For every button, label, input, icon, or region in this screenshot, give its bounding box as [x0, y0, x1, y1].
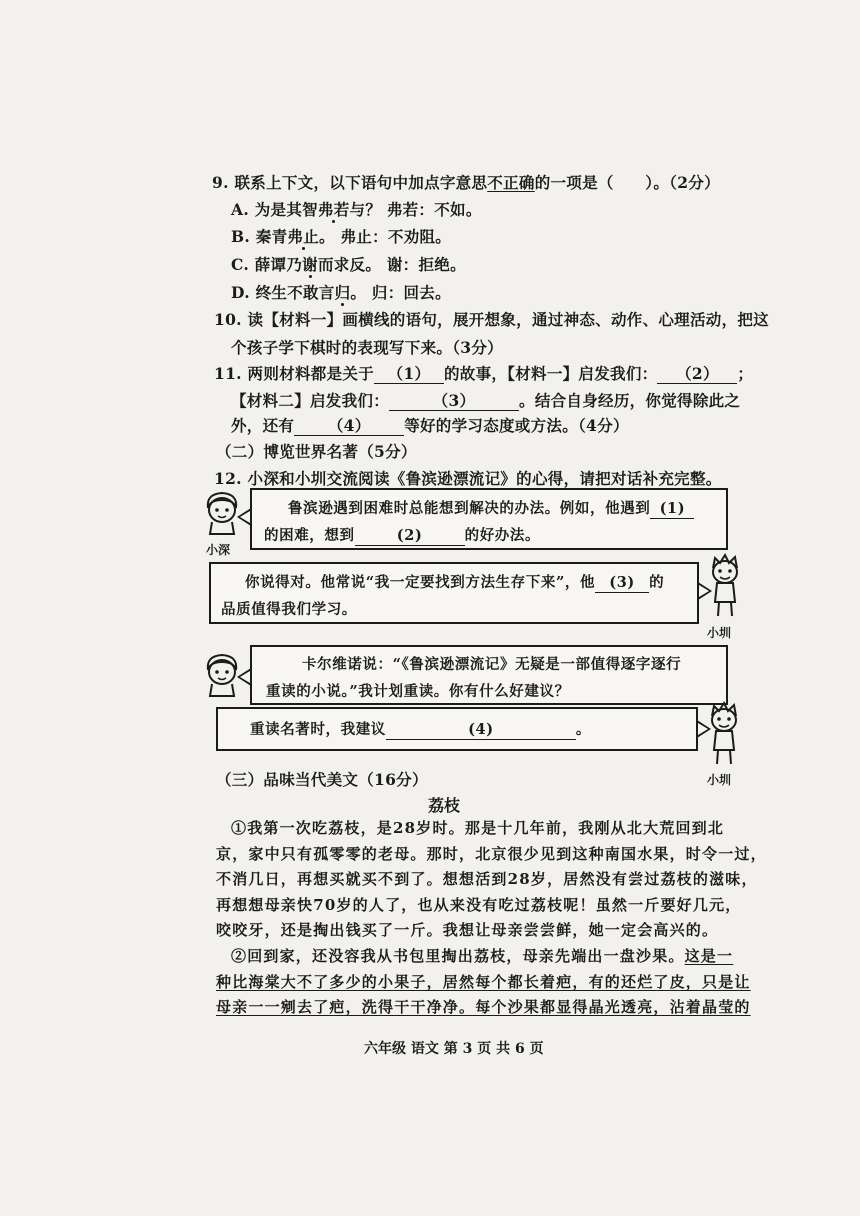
q9-stem: 9. 联系上下文，以下语句中加点字意思不正确的一项是（ ）。（2分）: [212, 173, 720, 192]
essay-title: 荔枝: [428, 796, 461, 815]
q10-line1: 10. 读【材料一】画横线的语句，展开想象，通过神态、动作、心理活动，把这: [214, 310, 769, 329]
bubble1-line2: 的困难，想到 (2) 的好办法。: [264, 527, 541, 544]
essay-p1-line4: 再想想母亲快70岁的人了，也从来没有吃过荔枝呢！虽然一斤要好几元，: [216, 896, 742, 914]
speaker-name-xiaozhen: 小圳: [707, 773, 732, 787]
section-heading-3: （三）品味当代美文（16分）: [216, 770, 428, 789]
essay-p2-line3: 母亲一一剜去了疤，洗得干干净净。每个沙果都显得晶光透亮，沾着晶莹的: [216, 998, 751, 1016]
dotted-word: 弗若: [317, 200, 350, 219]
essay-p2-line1: ②回到家，还没容我从书包里掏出荔枝，母亲先端出一盘沙果。这是一: [231, 947, 734, 965]
boy-avatar-icon: [704, 700, 744, 768]
q9-option-c[interactable]: C. 薛谭乃谢而求反。 谢：拒绝。: [231, 255, 466, 274]
q11-line2: 【材料二】启发我们： （3） 。结合自身经历，你觉得除此之: [231, 391, 741, 410]
essay-p1-line1: ①我第一次吃荔枝，是28岁时。那是十几年前，我刚从北大荒回到北: [231, 819, 725, 837]
speech-bubble-1: [250, 488, 728, 550]
q11-line1: 11. 两则材料都是关于 （1） 的故事，【材料一】启发我们： （2） ；: [214, 364, 754, 383]
boy-avatar-icon: [705, 552, 745, 620]
page-footer: 六年级 语文 第 3 页 共 6 页: [364, 1041, 544, 1057]
q11-line3: 外，还有 （4） 等好的学习态度或方法。（4分）: [231, 416, 629, 435]
section-heading-2: （二）博览世界名著（5分）: [216, 442, 417, 461]
answer-blank-12-2[interactable]: (2): [355, 527, 465, 546]
q9-emphasis: 不正确: [487, 173, 535, 192]
essay-p1-line2: 京，家中只有孤零零的老母。那时，北京很少见到这种南国水果，时令一过，: [216, 845, 767, 863]
answer-blank-3[interactable]: （3）: [389, 392, 519, 411]
q9-option-d[interactable]: D. 终生不敢言归。 归：回去。: [231, 283, 451, 302]
bubble-tail: [237, 508, 251, 526]
bubble2-line2: 品质值得我们学习。: [221, 601, 357, 618]
q10-line2: 个孩子学下棋时的表现写下来。（3分）: [231, 338, 503, 357]
answer-blank-2[interactable]: （2）: [657, 365, 737, 384]
bubble3-line1: 卡尔维诺说：“《鲁滨逊漂流记》无疑是一部值得逐字逐行: [302, 656, 682, 673]
dotted-word: 弗止: [287, 227, 320, 246]
speech-bubble-2: [209, 562, 699, 624]
essay-p1-line5: 咬咬牙，还是掏出钱买了一斤。我想让母亲尝尝鲜，她一定会高兴的。: [216, 921, 719, 939]
answer-blank-12-4[interactable]: (4): [386, 721, 576, 740]
q9-option-b[interactable]: B. 秦青弗止。 弗止：不劝阻。: [231, 227, 452, 246]
speaker-name-xiaoshen: 小深: [206, 543, 231, 557]
speech-bubble-4: 重读名著时，我建议 (4) 。: [216, 707, 698, 751]
dotted-word: 归: [334, 283, 351, 302]
speech-bubble-3: [250, 645, 728, 705]
dotted-word: 谢: [302, 255, 318, 274]
speaker-name-xiaozhen: 小圳: [707, 626, 732, 640]
bubble1-line1: 鲁滨逊遇到困难时总能想到解决的办法。例如，他遇到 (1): [288, 495, 716, 522]
answer-blank-12-3[interactable]: (3): [595, 574, 649, 593]
essay-p1-line3: 不消几日，再想买就买不到了。想想活到28岁，居然没有尝过荔枝的滋味，: [216, 870, 758, 888]
answer-blank-4[interactable]: （4）: [294, 417, 404, 436]
bubble3-line2: 重读的小说。”我计划重读。你有什么好建议？: [266, 683, 570, 700]
essay-p2-line2: 种比海棠大不了多少的小果子，居然每个都长着疤，有的还烂了皮，只是让: [216, 973, 751, 991]
bubble2-line1: 你说得对。他常说“我一定要找到方法生存下来”，他 (3) 的: [245, 574, 665, 591]
q9-option-a[interactable]: A. 为是其智弗若与？ 弗若：不如。: [231, 200, 482, 219]
bubble-tail: [237, 668, 251, 686]
answer-blank-1[interactable]: （1）: [374, 365, 444, 384]
underlined-sentence: 这是一: [684, 947, 734, 965]
answer-blank-12-1[interactable]: (1): [650, 500, 694, 519]
q12-stem: 12. 小深和小圳交流阅读《鲁滨逊漂流记》的心得，请把对话补充完整。: [214, 469, 722, 488]
